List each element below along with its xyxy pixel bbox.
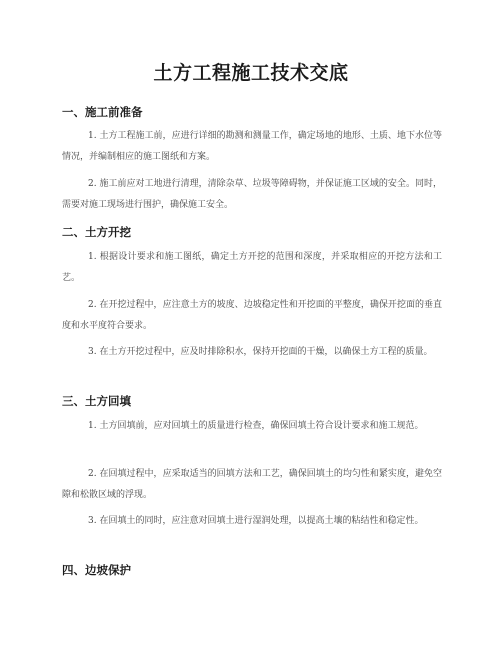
paragraph: 2. 在开挖过程中，应注意土方的坡度、边坡稳定性和开挖面的平整度，确保开挖面的垂直度和水平度符合要求。 — [62, 300, 442, 331]
section-heading-backfill: 三、土方回填 — [62, 394, 131, 408]
paragraph: 3. 在土方开挖过程中，应及时排除积水，保持开挖面的干燥，以确保土方工程的质量。 — [88, 347, 433, 357]
document-title: 土方工程施工技术交底 — [153, 62, 349, 84]
section-heading-preparation: 一、施工前准备 — [62, 105, 143, 119]
paragraph: 1. 土方工程施工前，应进行详细的勘测和测量工作，确定场地的地形、土质、地下水位等情况，并编制相应的施工图纸和方案。 — [62, 131, 442, 162]
paragraph: 3. 在回填土的同时，应注意对回填土进行湿润处理，以提高土壤的粘结性和稳定性。 — [88, 516, 424, 526]
paragraph: 1. 土方回填前，应对回填土的质量进行检查，确保回填土符合设计要求和施工规范。 — [88, 421, 424, 431]
section-heading-excavation: 二、土方开挖 — [62, 225, 131, 239]
paragraph: 1. 根据设计要求和施工图纸，确定土方开挖的范围和深度，并采取相应的开挖方法和工艺。 — [62, 252, 442, 283]
paragraph: 2. 施工前应对工地进行清理，清除杂草、垃圾等障碍物，并保证施工区域的安全。同时，需要对施工现场进行围护，确保施工安全。 — [62, 179, 442, 210]
paragraph: 2. 在回填过程中，应采取适当的回填方法和工艺，确保回填土的均匀性和紧实度，避免空隙和松散区域的浮现。 — [62, 469, 442, 500]
section-heading-slope-protection: 四、边坡保护 — [62, 563, 131, 577]
